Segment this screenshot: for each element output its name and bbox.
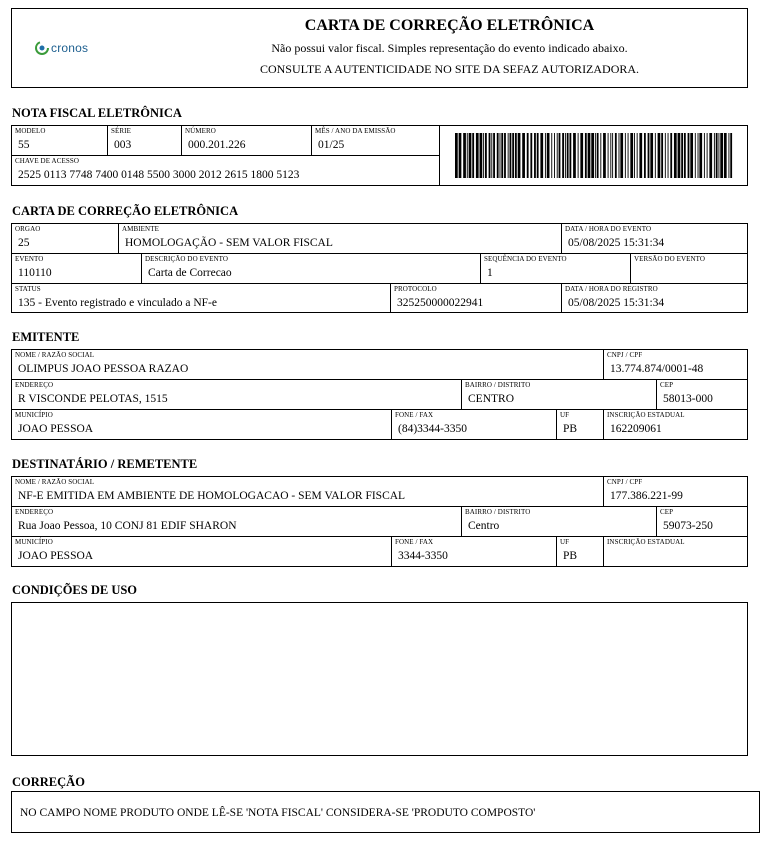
barcode-bar — [730, 133, 732, 178]
barcode-bar — [648, 133, 650, 178]
barcode-bar — [704, 133, 705, 178]
barcode-bar — [591, 133, 594, 178]
field-sequencia-evento: SEQUÊNCIA DO EVENTO 1 — [481, 254, 631, 283]
field-status: STATUS 135 - Evento registrado e vinculado a NF-e — [12, 284, 391, 313]
field-destinatario-uf: UF PB — [557, 537, 604, 567]
destinatario-row-3 — [12, 537, 747, 567]
barcode-bar — [489, 133, 491, 178]
barcode-bar — [608, 133, 609, 178]
barcode-bar — [628, 133, 629, 178]
barcode-bar — [559, 133, 561, 178]
field-emitente-cnpj: CNPJ / CPF 13.774.874/0001-48 — [607, 351, 704, 375]
barcode-bar — [455, 133, 458, 178]
document-header — [11, 8, 748, 88]
barcode-bar — [585, 133, 587, 178]
barcode-bar — [668, 133, 669, 178]
field-modelo: MODELO 55 — [12, 126, 108, 155]
barcode-bar — [699, 133, 702, 178]
barcode-bar — [472, 133, 474, 178]
barcode-bar — [625, 133, 626, 178]
barcode-bar — [476, 133, 479, 178]
barcode-bar — [522, 133, 525, 178]
field-destinatario-nome: NOME / RAZÃO SOCIAL NF-E EMITIDA EM AMBIENTE DE HOMOLOGACAO - SEM VALOR FISCAL — [12, 477, 604, 506]
section-title-correcao: CORREÇÃO — [12, 775, 85, 789]
barcode-bar — [463, 133, 466, 178]
barcode-bar — [497, 133, 499, 178]
barcode-bar — [714, 133, 715, 178]
barcode-bar — [619, 133, 620, 178]
barcode-bar — [674, 133, 677, 178]
field-emitente-ie: INSCRIÇÃO ESTADUAL 162209061 — [607, 411, 685, 435]
barcode-bar — [698, 133, 699, 178]
barcode-bar — [612, 133, 613, 178]
cce-row-1 — [12, 224, 747, 254]
barcode-bar — [578, 133, 579, 178]
barcode-bar — [467, 133, 468, 178]
correcao-box — [11, 791, 760, 833]
field-destinatario-endereco: ENDEREÇO Rua Joao Pessoa, 10 CONJ 81 EDIF SHARON — [12, 507, 462, 536]
field-versao-evento: VERSÃO DO EVENTO — [634, 255, 706, 263]
barcode-bar — [469, 133, 472, 178]
field-evento: EVENTO 110110 — [12, 254, 142, 283]
barcode-bar — [508, 133, 509, 178]
destinatario-block — [11, 476, 748, 567]
barcode-bar — [557, 133, 558, 178]
barcode-bar — [567, 133, 569, 178]
field-destinatario-fone: FONE / FAX 3344-3350 — [392, 537, 557, 567]
barcode-bar — [658, 133, 661, 178]
barcode-bar — [459, 133, 462, 178]
cce-block — [11, 223, 748, 313]
barcode-bar — [491, 133, 492, 178]
barcode-bar — [678, 133, 681, 178]
nfe-block — [11, 125, 748, 186]
nfe-row-1 — [12, 126, 440, 156]
document-title: CARTA DE CORREÇÃO ELETRÔNICA — [304, 17, 595, 34]
barcode-bar — [493, 133, 495, 178]
barcode-bar — [709, 133, 712, 178]
barcode-bar — [565, 133, 566, 178]
barcode-bar — [500, 133, 501, 178]
barcode-bar — [650, 133, 653, 178]
logo-text: cronos — [51, 41, 89, 55]
barcode-bar — [665, 133, 666, 178]
barcode-bar — [639, 133, 642, 178]
barcode-bar — [573, 133, 576, 178]
destinatario-row-1 — [12, 477, 747, 507]
barcode-bar — [634, 133, 635, 178]
field-chave-acesso: CHAVE DE ACESSO 2525 0113 7748 7400 0148 5500 3000 2012 2615 1800 5123 — [12, 156, 440, 185]
barcode-bar — [724, 133, 727, 178]
barcode-bar — [615, 133, 617, 178]
barcode-bar — [588, 133, 591, 178]
barcode-bar — [527, 133, 529, 178]
barcode-bar — [690, 133, 693, 178]
document-subtitle: Não possui valor fiscal. Simples representação do evento indicado abaixo. — [271, 41, 628, 55]
field-destinatario-cep: CEP 59073-250 — [660, 508, 713, 532]
field-emitente-bairro: BAIRRO / DISTRITO CENTRO — [462, 380, 657, 409]
barcode-bar — [688, 133, 690, 178]
barcode-bar — [720, 133, 723, 178]
barcode-bar — [530, 133, 532, 178]
section-title-emitente: EMITENTE — [12, 330, 80, 344]
condicoes-box — [11, 602, 748, 756]
field-orgao: ORGAO 25 — [12, 224, 119, 253]
barcode-bar — [728, 133, 729, 178]
section-title-nfe: NOTA FISCAL ELETRÔNICA — [12, 106, 182, 120]
barcode-bar — [684, 133, 686, 178]
barcode-bar — [512, 133, 514, 178]
section-title-cce: CARTA DE CORREÇÃO ELETRÔNICA — [12, 204, 239, 218]
barcode-bar — [695, 133, 696, 178]
barcode-bar — [569, 133, 571, 178]
barcode-bar — [480, 133, 483, 178]
cce-row-3 — [12, 284, 747, 313]
barcode-bar — [707, 133, 708, 178]
field-emitente-municipio: MUNICÍPIO JOAO PESSOA — [12, 410, 392, 440]
barcode-bar — [551, 133, 552, 178]
access-key-barcode — [455, 133, 733, 178]
barcode-bar — [540, 133, 543, 178]
emitente-row-3 — [12, 410, 747, 440]
barcode-bar — [644, 133, 646, 178]
barcode-bar — [620, 133, 623, 178]
field-emitente-cep: CEP 58013-000 — [660, 381, 713, 405]
barcode-bar — [716, 133, 718, 178]
section-title-destinatario: DESTINATÁRIO / REMETENTE — [12, 457, 198, 471]
emitente-row-2 — [12, 380, 747, 410]
barcode-bar — [661, 133, 663, 178]
barcode-bar — [545, 133, 546, 178]
barcode-bar — [501, 133, 503, 178]
field-destinatario-cnpj: CNPJ / CPF 177.386.221-99 — [607, 478, 683, 502]
barcode-bar — [630, 133, 633, 178]
field-mes-ano: MÊS / ANO DA EMISSÃO 01/25 — [312, 126, 440, 155]
correcao-text: NO CAMPO NOME PRODUTO ONDE LÊ-SE 'NOTA FISCAL' CONSIDERA-SE 'PRODUTO COMPOSTO' — [20, 807, 536, 819]
field-data-evento: DATA / HORA DO EVENTO 05/08/2025 15:31:34 — [565, 225, 665, 249]
field-ambiente: AMBIENTE HOMOLOGAÇÃO - SEM VALOR FISCAL — [119, 224, 562, 253]
barcode-bar — [515, 133, 517, 178]
field-data-registro: DATA / HORA DO REGISTRO 05/08/2025 15:31:34 — [565, 285, 665, 309]
barcode-bar — [670, 133, 672, 178]
field-destinatario-municipio: MUNICÍPIO JOAO PESSOA — [12, 537, 392, 567]
document-notice: CONSULTE A AUTENTICIDADE NO SITE DA SEFAZ AUTORIZADORA. — [259, 62, 640, 76]
field-emitente-endereco: ENDEREÇO R VISCONDE PELOTAS, 1515 — [12, 380, 462, 409]
barcode-bar — [600, 133, 601, 178]
field-emitente-uf: UF PB — [557, 410, 604, 440]
barcode-bar — [562, 133, 564, 178]
barcode-bar — [547, 133, 550, 178]
barcode-bar — [655, 133, 656, 178]
field-descricao-evento: DESCRIÇÃO DO EVENTO Carta de Correcao — [142, 254, 481, 283]
barcode-bar — [518, 133, 521, 178]
barcode-bar — [534, 133, 536, 178]
field-serie: SÉRIE 003 — [108, 126, 182, 155]
barcode-bar — [580, 133, 583, 178]
barcode-bar — [483, 133, 484, 178]
barcode-bar — [718, 133, 719, 178]
field-emitente-nome: NOME / RAZÃO SOCIAL OLIMPUS JOAO PESSOA RAZAO — [12, 350, 604, 379]
barcode-bar — [485, 133, 487, 178]
destinatario-row-2 — [12, 507, 747, 537]
barcode-bar — [603, 133, 606, 178]
cce-row-2 — [12, 254, 747, 284]
barcode-bar — [510, 133, 512, 178]
barcode-bar — [681, 133, 683, 178]
barcode-bar — [597, 133, 599, 178]
section-title-condicoes: CONDIÇÕES DE USO — [12, 583, 138, 597]
cronos-logo-icon — [34, 40, 50, 56]
barcode-bar — [554, 133, 555, 178]
field-emitente-fone: FONE / FAX (84)3344-3350 — [392, 410, 557, 440]
emitente-block — [11, 349, 748, 440]
barcode-image — [455, 133, 733, 178]
emitente-row-1 — [12, 350, 747, 380]
field-numero: NÚMERO 000.201.226 — [182, 126, 312, 155]
field-protocolo: PROTOCOLO 325250000022941 — [391, 284, 562, 313]
cronos-logo — [34, 40, 88, 56]
barcode-bar — [637, 133, 638, 178]
barcode-bar — [504, 133, 506, 178]
field-destinatario-ie: INSCRIÇÃO ESTADUAL — [607, 538, 685, 546]
barcode-bar — [610, 133, 611, 178]
barcode-bar — [537, 133, 539, 178]
barcode-bar — [595, 133, 596, 178]
field-destinatario-bairro: BAIRRO / DISTRITO Centro — [462, 507, 657, 536]
